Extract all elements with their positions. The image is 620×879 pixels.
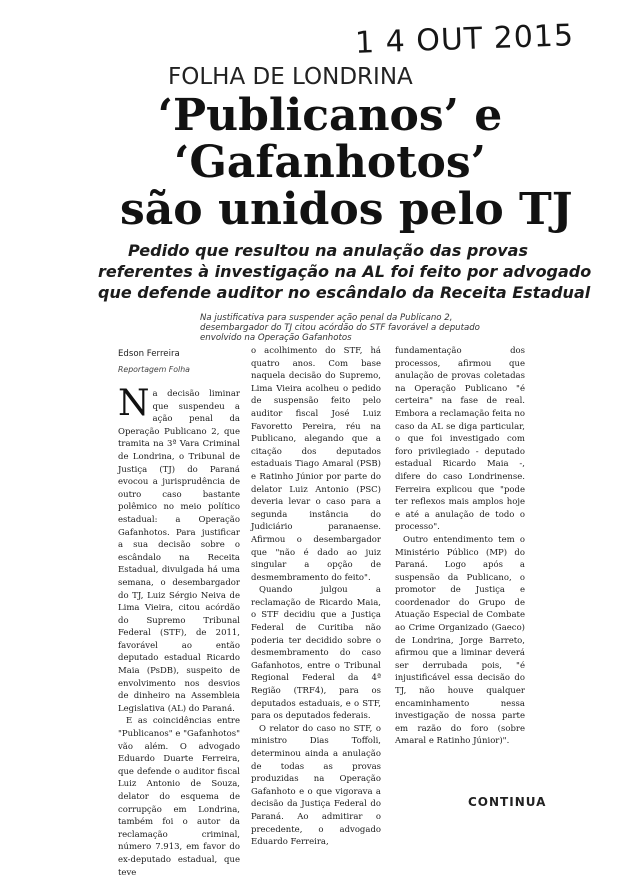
byline-role: Reportagem Folha <box>118 365 190 374</box>
subheadline-line: referentes à investigação na AL foi feito por advogado <box>98 262 592 281</box>
article-column-2 <box>251 345 381 849</box>
photo-caption: Na justificativa para suspender ação penal da Publicano 2, desembargador do TJ citou acórdão do STF favorável a deputado envolvido na Operação Gafanhotos <box>200 313 480 343</box>
headline-line: ‘Gafanhotos’ <box>174 137 486 188</box>
article-column-3 <box>395 345 525 748</box>
headline-line: são unidos pelo TJ <box>120 184 573 235</box>
headline <box>120 90 573 235</box>
article-paragraph: O relator do caso no STF, o ministro Dias Toffoli, determinou ainda a anulação de todas as provas produzidas na Operação Gafanhoto e o que vigorava a decisão da Justiça Federal do Paraná. Ao admitirar o precedente, o advogado Eduardo Ferreira, <box>251 723 381 848</box>
article-column-1 <box>118 383 240 879</box>
byline: Edson Ferreira <box>118 349 180 359</box>
newspaper-source: FOLHA DE LONDRINA <box>168 64 413 90</box>
continua-label: CONTINUA <box>468 795 547 809</box>
headline-line: ‘Publicanos’ e <box>157 90 503 141</box>
article-paragraph: Outro entendimento tem o Ministério Público (MP) do Paraná. Logo após a suspensão da Publicano, o promotor de Justiça e coordenador do Grupo de Atuação Especial de Combate ao Crime Organizado (Gaeco) de Londrina, Jorge Barreto, afirmou que a liminar deverá ser derrubada pois, "é injustificável essa decisão do TJ, não houve qualquer encaminhamento nessa investigação de nossa parte em razão do foro (sobre Amaral e Ratinho Júnior)". <box>395 534 525 747</box>
drop-cap: N <box>118 383 150 424</box>
article-paragraph: a decisão liminar que suspendeu a ação penal da Operação Publicano 2, que tramita na 3ª Vara Criminal de Londrina, o Tribunal de Justiça (TJ) do Paraná evocou a jurisprudência de outro caso bastante polêmico no meio político estadual: a Operação Gafanhotos. Para justificar a sua decisão sobre o escândalo na Receita Estadual, divulgada há uma semana, o desembargador do TJ, Luiz Sérgio Neiva de Lima Vieira, citou acórdão do Supremo Tribunal Federal (STF), de 2011, favorável ao então deputado estadual Ricardo Maia (PsDB), suspeito de envolvimento nos desvios de dinheiro na Assembleia Legislativa (AL) do Paraná. <box>118 389 240 714</box>
article-paragraph: fundamentação dos processos, afirmou que anulação de provas coletadas na Operação Publicano "é certeira" na fase de real. Embora a reclamação feita no caso da AL se diga particular, o que foi investigado com foro privilegiado - deputado estadual Ricardo Maia -, difere do caso Londrinense. Ferreira explicou que "pode ter reflexos mais amplos hoje e até a anulação de todo o processo". <box>395 346 525 533</box>
subheadline-line: que defende auditor no escândalo da Receita Estadual <box>98 283 591 302</box>
article-paragraph: o acolhimento do STF, há quatro anos. Com base naquela decisão do Supremo, Lima Vieira acolheu o pedido de suspensão feito pelo auditor fiscal José Luiz Favoretto Pereira, réu na Publicano, alegando que a citação dos deputados estaduais Tiago Amaral (PSB) e Ratinho Júnior por parte do delator Luiz Antonio (PSC) deveria levar o caso para a segunda instância do Judiciário paranaense. Afirmou o desembargador que "não é dado ao juiz singular a opção de desmembramento do feito". <box>251 346 381 583</box>
article-paragraph: E as coincidências entre "Publicanos" e "Gafanhotos" vão além. O advogado Eduardo Duarte Ferreira, que defende o auditor fiscal Luiz Antonio de Souza, delator do esquema de corrupção em Londrina, também foi o autor da reclamação criminal, número 7.913, em favor do ex-deputado estadual, que teve <box>118 716 240 878</box>
subheadline <box>98 240 592 303</box>
date-stamp: 1 4 OUT 2015 <box>354 18 575 61</box>
article-paragraph: Quando julgou a reclamação de Ricardo Maia, o STF decidiu que a Justiça Federal de Curitiba não poderia ter decidido sobre o desmembramento do caso Gafanhotos, entre o Tribunal Regional Federal da 4ª Região (TRF4), para os deputados estaduais, e o STF, para os deputados federais. <box>251 585 381 722</box>
subheadline-line: Pedido que resultou na anulação das provas <box>128 241 528 260</box>
